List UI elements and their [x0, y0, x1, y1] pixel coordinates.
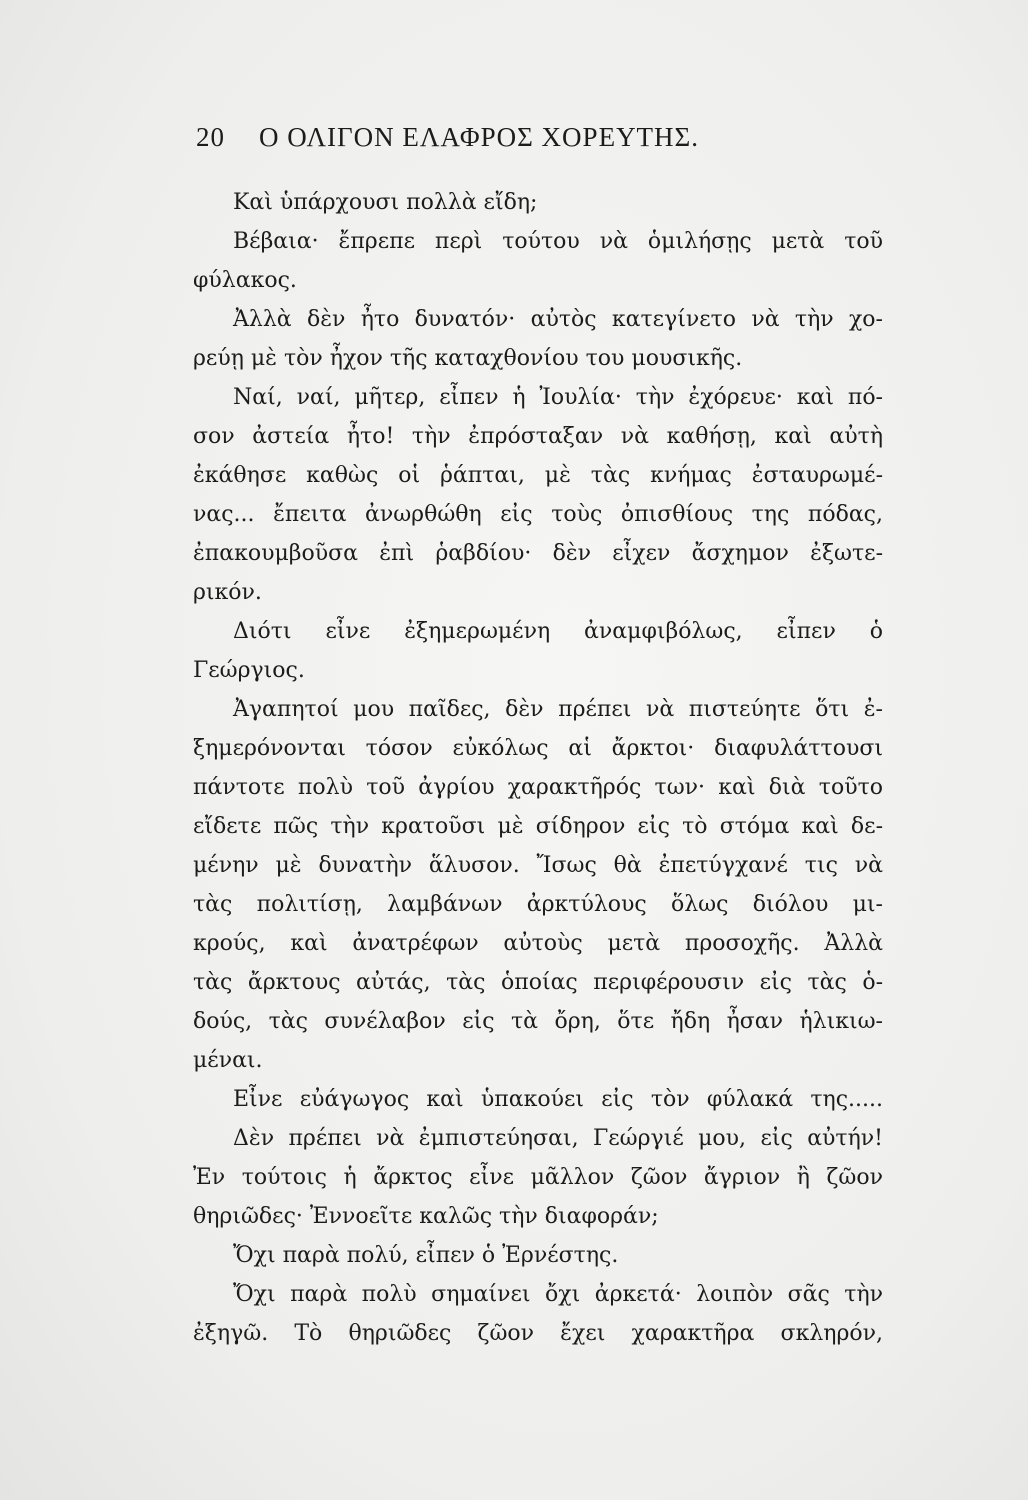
text-line: Ἀλλὰ δὲν ἦτο δυνατόν· αὐτὸς κατεγίνετο νὰ τὴν χο- — [233, 307, 883, 332]
text-line: φύλακος. — [193, 268, 297, 293]
text-line: δούς, τὰς συνέλαβον εἰς τὰ ὄρη, ὅτε ἤδη ἦσαν ἡλικιω- — [193, 1009, 883, 1034]
text-line: κρούς, καὶ ἀνατρέφων αὐτοὺς μετὰ προσοχῆς. Ἀλλὰ — [193, 931, 883, 956]
page-header — [196, 122, 782, 162]
text-line: ρικόν. — [193, 580, 262, 605]
text-line: Βέβαια· ἔπρεπε περὶ τούτου νὰ ὁμιλήσῃς μετὰ τοῦ — [233, 229, 883, 254]
text-line: σον ἀστεία ἦτο! τὴν ἐπρόσταξαν νὰ καθήσῃ, καὶ αὐτὴ — [193, 424, 883, 449]
text-line: Καὶ ὑπάρχουσι πολλὰ εἴδη; — [233, 190, 538, 215]
running-title: Ο ΟΛΙΓΟΝ ΕΛΑΦΡΟΣ ΧΟΡΕΥΤΗΣ. — [259, 122, 700, 152]
text-line: Διότι εἶνε ἐξημερωμένη ἀναμφιβόλως, εἶπεν ὁ — [233, 619, 883, 644]
text-line: Ὄχι παρὰ πολὺ σημαίνει ὄχι ἀρκετά· λοιπὸν σᾶς τὴν — [233, 1282, 883, 1307]
text-line: θηριῶδες· Ἐννοεῖτε καλῶς τὴν διαφοράν; — [193, 1204, 659, 1229]
text-line: Ἐν τούτοις ἡ ἄρκτος εἶνε μᾶλλον ζῶον ἄγριον ἢ ζῶον — [193, 1165, 883, 1190]
text-line: ἐκάθησε καθὼς οἱ ῥάπται, μὲ τὰς κνήμας ἐσταυρωμέ- — [193, 463, 883, 488]
text-line: Ναί, ναί, μῆτερ, εἶπεν ἡ Ἰουλία· τὴν ἐχόρευε· καὶ πό- — [233, 385, 883, 410]
text-line: μένην μὲ δυνατὴν ἅλυσον. Ἴσως θὰ ἐπετύγχανέ τις νὰ — [193, 853, 883, 878]
text-line: Γεώργιος. — [193, 658, 305, 683]
text-line: ἐπακουμβοῦσα ἐπὶ ῥαβδίου· δὲν εἶχεν ἄσχημον ἐξωτε- — [193, 541, 883, 566]
text-line: πάντοτε πολὺ τοῦ ἀγρίου χαρακτῆρός των· καὶ διὰ τοῦτο — [193, 775, 883, 800]
text-line: Ὄχι παρὰ πολύ, εἶπεν ὁ Ἐρνέστης. — [233, 1243, 619, 1268]
text-line: εἴδετε πῶς τὴν κρατοῦσι μὲ σίδηρον εἰς τὸ στόμα καὶ δε- — [193, 814, 883, 839]
body-text — [193, 183, 883, 1353]
page-number: 20 — [196, 122, 225, 152]
text-line: Εἶνε εὐάγωγος καὶ ὑπακούει εἰς τὸν φύλακά της..... — [233, 1087, 883, 1112]
text-line: ἐξηγῶ. Τὸ θηριῶδες ζῶον ἔχει χαρακτῆρα σκληρόν, — [193, 1321, 883, 1346]
text-line: Δὲν πρέπει νὰ ἐμπιστεύησαι, Γεώργιέ μου, εἰς αὐτήν! — [233, 1126, 883, 1151]
text-line: ρεύῃ μὲ τὸν ἦχον τῆς καταχθονίου του μουσικῆς. — [193, 346, 743, 371]
text-line: μέναι. — [193, 1048, 263, 1073]
text-line: τὰς πολιτίσῃ, λαμβάνων ἀρκτύλους ὅλως διόλου μι- — [193, 892, 883, 917]
text-line: Ἀγαπητοί μου παῖδες, δὲν πρέπει νὰ πιστεύητε ὅτι ἐ- — [233, 697, 883, 722]
text-line: ξημερόνονται τόσον εὐκόλως αἱ ἄρκτοι· διαφυλάττουσι — [193, 736, 883, 761]
text-line: τὰς ἄρκτους αὐτάς, τὰς ὁποίας περιφέρουσιν εἰς τὰς ὁ- — [193, 970, 883, 995]
text-line: νας... ἔπειτα ἀνωρθώθη εἰς τοὺς ὀπισθίους της πόδας, — [193, 502, 883, 527]
